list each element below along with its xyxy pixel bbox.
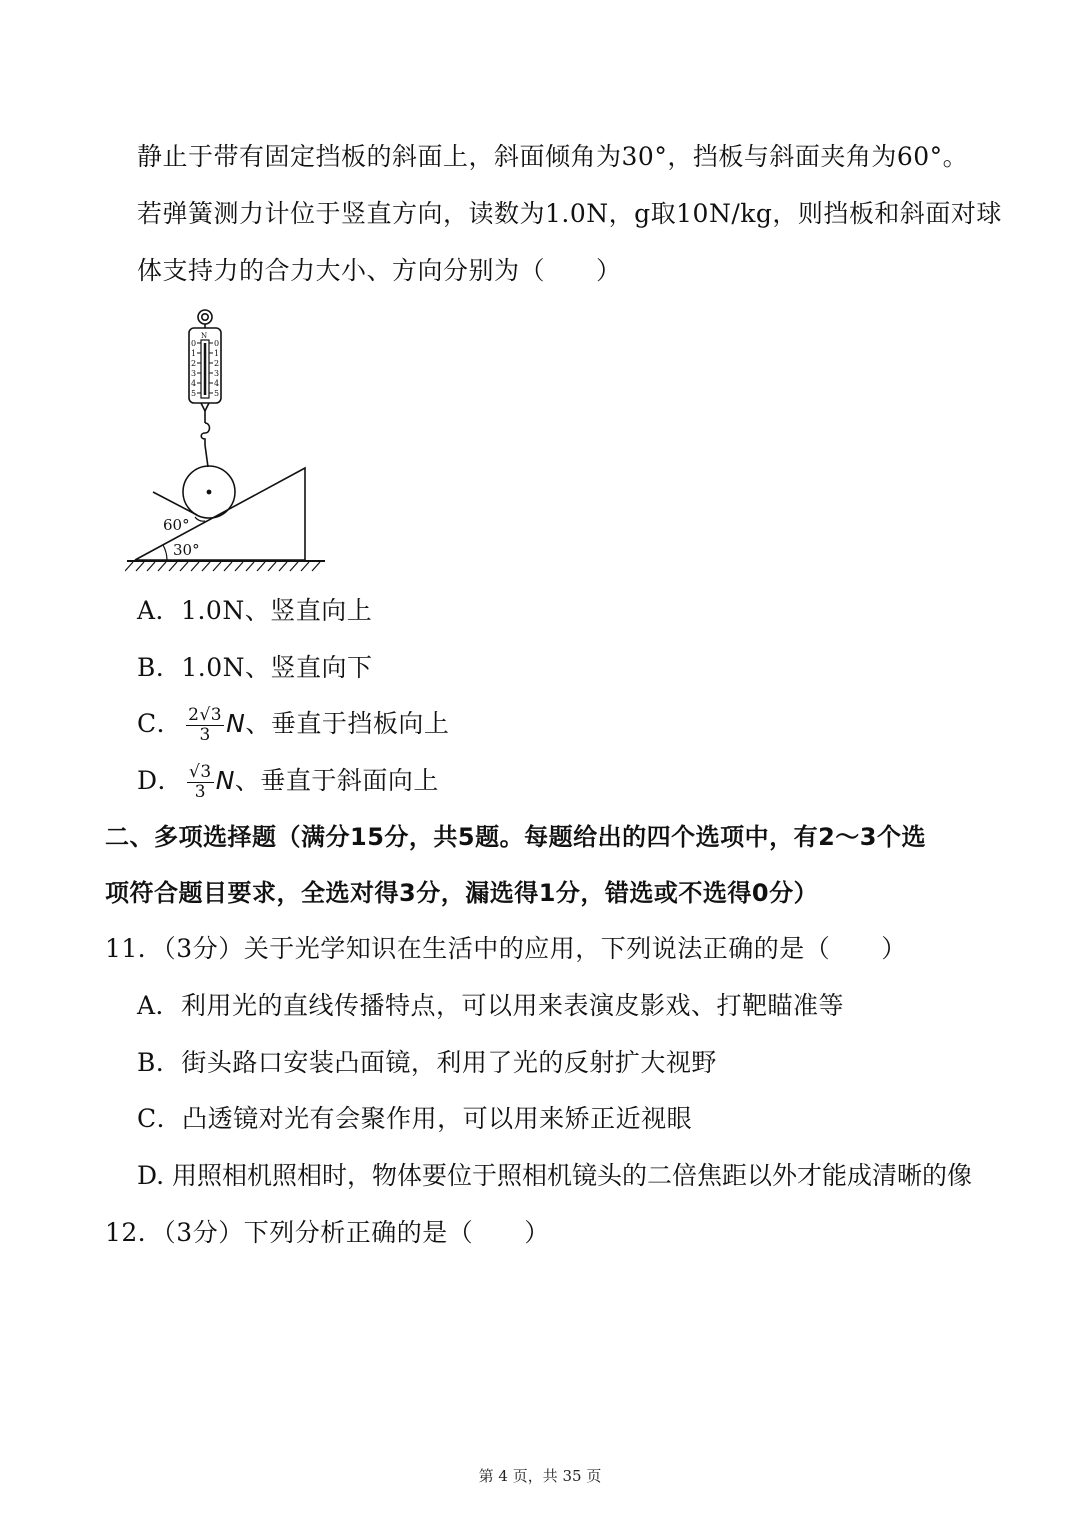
ground-hatch-mark [180,562,188,571]
ground-hatch-mark [235,562,243,571]
q11-option-c: C．凸透镜对光有会聚作用，可以用来矫正近视眼 [137,1104,693,1133]
q10-option-d [137,763,439,802]
angle-30-label: 30° [173,541,200,559]
option-d-text: 、垂直于斜面向上 [234,766,439,795]
scale-right-number: 1 [214,349,220,358]
ground-hatch-mark [268,562,276,571]
scale-right-number: 2 [214,359,220,368]
option-d-prefix: D． [137,766,184,795]
scale-right-number: 0 [214,339,220,348]
option-d-unit: N [215,766,235,795]
ground-hatch-mark [125,562,133,571]
q10-option-a: A．1.0N、竖直向上 [137,596,373,625]
ground-hatch-mark [158,562,166,571]
option-d-denominator: 3 [194,782,207,802]
q11-stem: 11．（3分）关于光学知识在生活中的应用，下列说法正确的是（ ） [105,934,907,963]
scale-unit-label: N [201,332,208,340]
scale-left-number: 5 [191,389,197,398]
scale-ring [198,310,212,324]
ground-hatch-mark [191,562,199,571]
scale-left-number: 1 [191,349,197,358]
scale-right-number: 4 [214,379,220,388]
ground-hatch-mark [290,562,298,571]
section-2-heading-line-2: 项符合题目要求，全选对得3分，漏选得1分，错选或不选得0分） [105,879,819,907]
ground-hatch-mark [224,562,232,571]
ball-center [207,490,212,495]
q10-option-b: B．1.0N、竖直向下 [137,653,373,682]
q11-option-b: B．街头路口安装凸面镜，利用了光的反射扩大视野 [137,1048,717,1077]
string [205,445,208,467]
option-d-fraction [187,763,214,802]
scale-left-number: 2 [191,359,197,368]
page-footer: 第 4 页，共 35 页 [478,1467,602,1485]
option-c-unit: N [226,709,246,738]
ground-hatch-mark [257,562,265,571]
q12-stem: 12．（3分）下列分析正确的是（ ） [105,1218,550,1247]
ground-hatch-mark [136,562,144,571]
option-c-prefix: C． [137,709,183,738]
angle-60-label: 60° [163,516,190,534]
ground-hatch-mark [202,562,210,571]
ground-hatch-mark [301,562,309,571]
option-d-numerator: √3 [189,762,212,782]
q10-option-c [137,706,449,745]
section-2-heading-line-1: 二、多项选择题（满分15分，共5题。每题给出的四个选项中，有2～3个选 [105,823,926,851]
option-c-text: 、垂直于挡板向上 [245,709,450,738]
barrier [153,492,197,515]
scale-left-number: 0 [191,339,197,348]
ground-hatch-mark [279,562,287,571]
option-c-fraction [186,706,224,745]
ground-hatch-mark [213,562,221,571]
q10-stem-line-1: 静止于带有固定挡板的斜面上，斜面倾角为30°，挡板与斜面夹角为60°。 [137,142,969,171]
q10-stem-line-2: 若弹簧测力计位于竖直方向，读数为1.0N，g取10N/kg，则挡板和斜面对球 [137,199,1002,228]
option-c-denominator: 3 [199,725,211,745]
spring-scale-incline-figure [125,305,335,575]
scale-right-number: 3 [214,369,220,378]
q11-option-a: A．利用光的直线传播特点，可以用来表演皮影戏、打靶瞄准等 [137,991,845,1020]
scale-left-number: 3 [191,369,197,378]
ground-hatch-mark [312,562,320,571]
ground-hatch-mark [246,562,254,571]
incline-wedge [135,468,305,560]
scale-right-number: 5 [214,389,220,398]
q11-option-d: D. 用照相机照相时，物体要位于照相机镜头的二倍焦距以外才能成清晰的像 [137,1161,973,1190]
option-c-numerator: 2√3 [188,705,223,725]
scale-left-number: 4 [191,379,197,388]
ground-hatch-mark [147,562,155,571]
q10-stem-line-3: 体支持力的合力大小、方向分别为（ ） [137,256,622,285]
ground-hatch-mark [169,562,177,571]
